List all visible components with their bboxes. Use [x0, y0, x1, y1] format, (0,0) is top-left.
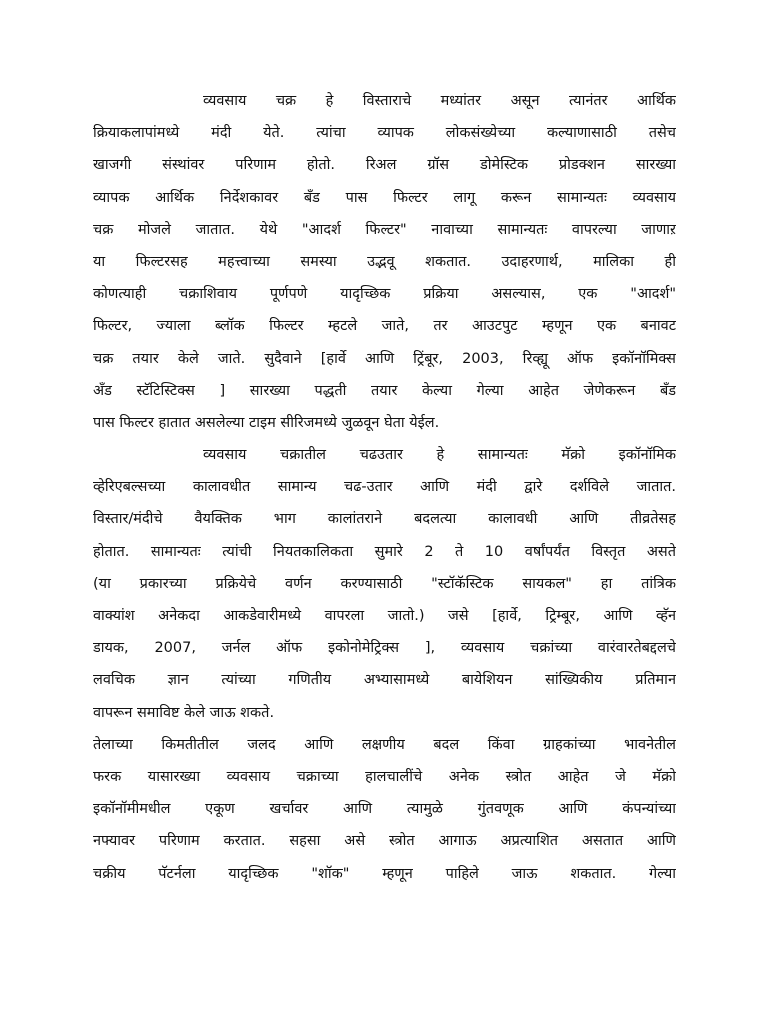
paragraph-line: होतात. सामान्यतः त्यांची नियतकालिकता सुमारे 2 ते 10 वर्षांपर्यंत विस्तृत असते — [93, 543, 676, 560]
paragraph-line: चक्र मोजले जातात. येथे "आदर्श फिल्टर" नावाच्या सामान्यतः वापरल्या जाणाऱ — [93, 221, 676, 238]
paragraph-line: कोणत्याही चक्राशिवाय पूर्णपणे यादृच्छिक प्रक्रिया असल्यास, एक "आदर्श" — [93, 286, 676, 303]
paragraph-line: नफ्यावर परिणाम करतात. सहसा असे स्त्रोत आगाऊ अप्रत्याशित असतात आणि — [93, 833, 676, 850]
paragraph-line: लवचिक ज्ञान त्यांच्या गणितीय अभ्यासामध्ये बायेशियन सांख्यिकीय प्रतिमान — [93, 672, 676, 689]
paragraph-line: व्यापक आर्थिक निर्देशकावर बँड पास फिल्टर लागू करून सामान्यतः व्यवसाय — [93, 189, 676, 206]
body-text — [93, 85, 676, 890]
paragraph-line: पास फिल्टर हातात असलेल्या टाइम सीरिजमध्ये जुळवून घेता येईल. — [93, 414, 440, 431]
paragraph-line: इकॉनॉमीमधील एकूण खर्चावर आणि त्यामुळे गुंतवणूक आणि कंपन्यांच्या — [93, 801, 676, 818]
paragraph-line: व्हेरिएबल्सच्या कालावधीत सामान्य चढ-उतार आणि मंदी द्वारे दर्शविले जातात. — [93, 479, 676, 496]
paragraph-line: चक्र तयार केले जाते. सुदैवाने [हार्वे आणि ट्रिंबूर, 2003, रिव्ह्यू ऑफ इकॉनॉमिक्स — [93, 350, 676, 367]
paragraph-line: फरक यासारख्या व्यवसाय चक्राच्या हालचालींचे अनेक स्त्रोत आहेत जे मॅक्रो — [93, 768, 676, 785]
paragraph-line: चक्रीय पॅटर्नला यादृच्छिक "शॉक" म्हणून पाहिले जाऊ शकतात. गेल्या — [93, 865, 676, 882]
paragraph-line: विस्तार/मंदीचे वैयक्तिक भाग कालांतराने बदलत्या कालावधी आणि तीव्रतेसह — [93, 511, 676, 528]
paragraph-line: या फिल्टरसह महत्त्वाच्या समस्या उद्भवू शकतात. उदाहरणार्थ, मालिका ही — [93, 253, 676, 270]
paragraph-line: अँड स्टॅटिस्टिक्स ] सारख्या पद्धती तयार केल्या गेल्या आहेत जेणेकरून बँड — [93, 382, 676, 399]
paragraph-line: क्रियाकलापांमध्ये मंदी येते. त्यांचा व्यापक लोकसंख्येच्या कल्याणासाठी तसेच — [93, 125, 676, 142]
paragraph-line: खाजगी संस्थांवर परिणाम होतो. रिअल ग्रॉस डोमेस्टिक प्रोडक्शन सारख्या — [93, 157, 676, 174]
paragraph-line: व्यवसाय चक्र हे विस्ताराचे मध्यांतर असून त्यानंतर आर्थिक — [203, 93, 676, 109]
paragraph-line: डायक, 2007, जर्नल ऑफ इकोनोमेट्रिक्स ], व्यवसाय चक्रांच्या वारंवारतेबद्दलचे — [93, 640, 676, 657]
paragraph-line: वापरून समाविष्ट केले जाऊ शकते. — [93, 704, 275, 721]
paragraph-line: तेलाच्या किमतीतील जलद आणि लक्षणीय बदल किंवा ग्राहकांच्या भावनेतील — [93, 736, 676, 753]
paragraph-line: व्यवसाय चक्रातील चढउतार हे सामान्यतः मॅक्रो इकॉनॉमिक — [203, 447, 676, 464]
paragraph-line: फिल्टर, ज्याला ब्लॉक फिल्टर म्हटले जाते, तर आउटपुट म्हणून एक बनावट — [93, 318, 676, 335]
paragraph-line: वाक्यांश अनेकदा आकडेवारीमध्ये वापरला जातो.) जसे [हार्वे, ट्रिम्बूर, आणि व्हॅन — [93, 608, 676, 624]
paragraph-line: (या प्रकारच्या प्रक्रियेचे वर्णन करण्यासाठी "स्टॉकॅस्टिक सायकल" हा तांत्रिक — [93, 575, 676, 592]
